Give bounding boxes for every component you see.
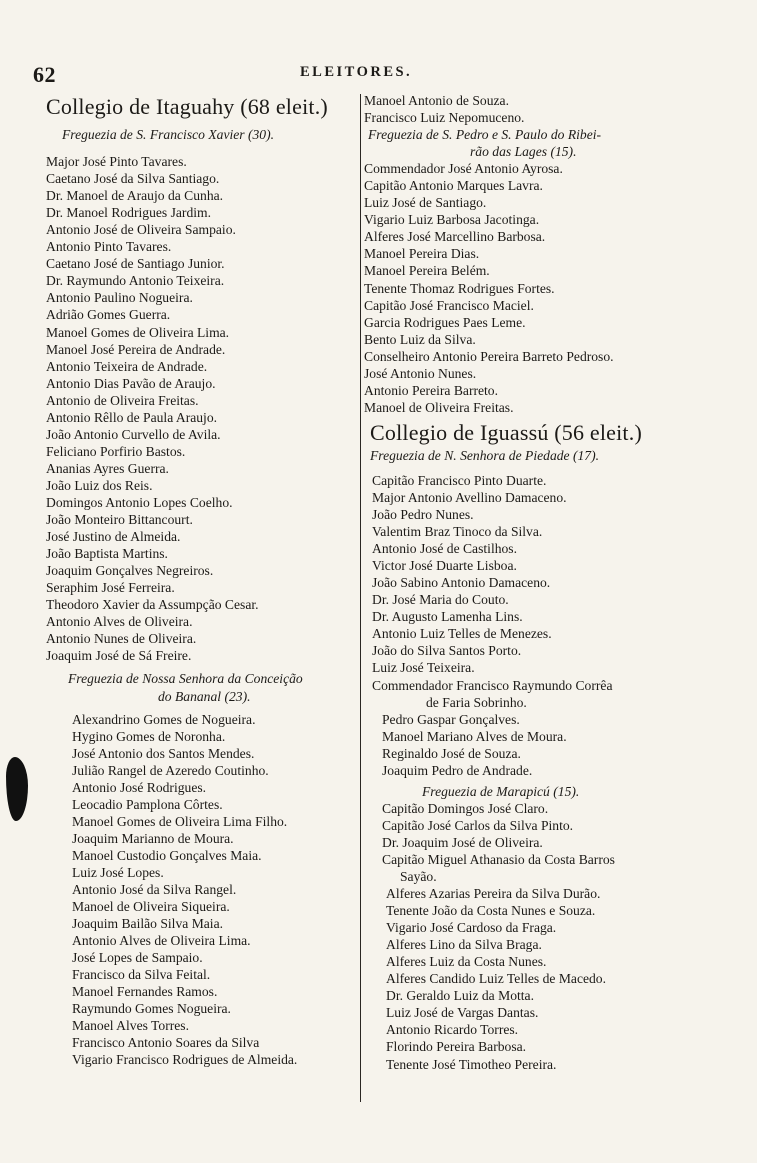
elector-name: Julião Rangel de Azeredo Coutinho. (72, 762, 269, 778)
elector-name: Antonio Pereira Barreto. (364, 382, 499, 398)
elector-commendador-line2: de Faria Sobrinho. (426, 694, 527, 710)
elector-name: Joaquim José de Sá Freire. (46, 648, 192, 664)
elector-name: Antonio Nunes de Oliveira. (46, 631, 197, 647)
elector-name: Luiz José Lopes. (72, 864, 164, 880)
elector-name: Manoel Gomes de Oliveira Lima Filho. (72, 813, 288, 829)
elector-name: Antonio Pinto Tavares. (46, 239, 172, 255)
running-title: ELEITORES. (300, 64, 413, 80)
elector-name: Vigario Francisco Rodrigues de Almeida. (72, 1052, 298, 1068)
page-number: 62 (33, 62, 56, 87)
elector-name: Ananias Ayres Guerra. (46, 460, 169, 476)
elector-name: Bento Luiz da Silva. (364, 331, 476, 347)
elector-list-marapicu (362, 800, 712, 851)
elector-name: Victor José Duarte Lisboa. (372, 558, 517, 574)
elector-name: Antonio José de Oliveira Sampaio. (46, 222, 236, 238)
elector-name: Manoel Custodio Gonçalves Maia. (72, 847, 262, 863)
elector-name: Major José Pinto Tavares. (46, 154, 187, 170)
elector-name: Domingos Antonio Lopes Coelho. (46, 494, 233, 510)
elector-name: Conselheiro Antonio Pereira Barreto Pedroso. (364, 348, 614, 364)
elector-name: Antonio Luiz Telles de Menezes. (372, 626, 552, 642)
elector-name: Luiz José Teixeira. (372, 660, 475, 676)
elector-capitao-miguel-line2: Sayão. (400, 869, 437, 885)
elector-list-bananal (46, 711, 362, 1069)
elector-name: Florindo Pereira Barbosa. (386, 1039, 527, 1055)
elector-name: Manoel José Pereira de Andrade. (46, 341, 226, 357)
elector-name: Antonio Rêllo de Paula Araujo. (46, 409, 218, 425)
elector-name: Capitão José Carlos da Silva Pinto. (382, 817, 574, 833)
right-column (362, 92, 712, 1073)
elector-name: Manoel Mariano Alves de Moura. (382, 728, 567, 744)
elector-list-sao-francisco (46, 153, 362, 664)
elector-name: Capitão Domingos José Claro. (382, 800, 549, 816)
elector-name: Valentim Braz Tinoco da Silva. (372, 524, 543, 540)
elector-name: Alferes Lino da Silva Braga. (386, 937, 542, 953)
elector-name: João Baptista Martins. (46, 546, 168, 562)
elector-name: Dr. Augusto Lamenha Lins. (372, 609, 523, 625)
elector-name: Feliciano Porfirio Bastos. (46, 443, 186, 459)
elector-name: José Justino de Almeida. (46, 529, 181, 545)
elector-name: Antonio José da Silva Rangel. (72, 882, 237, 898)
elector-name: Francisco Antonio Soares da Silva (72, 1035, 260, 1051)
parish-heading-bananal-line1: Freguezia de Nossa Senhora da Conceição (68, 671, 303, 687)
elector-name: Manoel Fernandes Ramos. (72, 984, 218, 1000)
elector-name: Antonio Ricardo Torres. (386, 1022, 519, 1038)
college-title-itaguahy: Collegio de Itaguahy (68 eleit.) (46, 94, 328, 119)
parish-heading-lages-line1: Freguezia de S. Pedro e S. Paulo do Ribei- (368, 127, 602, 143)
elector-name: Luiz José de Vargas Dantas. (386, 1005, 539, 1021)
elector-name: Alferes Azarias Pereira da Silva Durão. (386, 886, 601, 902)
elector-name: Seraphim José Ferreira. (46, 580, 175, 596)
elector-name: Adrião Gomes Guerra. (46, 307, 171, 323)
elector-name: João Luiz dos Reis. (46, 477, 153, 493)
elector-name: Joaquim Pedro de Andrade. (382, 762, 533, 778)
elector-name: Dr. Geraldo Luiz da Motta. (386, 988, 534, 1004)
elector-name: Antonio Paulino Nogueira. (46, 290, 193, 306)
elector-name: João do Silva Santos Porto. (372, 643, 522, 659)
elector-name: Theodoro Xavier da Assumpção Cesar. (46, 597, 259, 613)
elector-name: José Antonio Nunes. (364, 365, 477, 381)
elector-name: Antonio de Oliveira Freitas. (46, 392, 199, 408)
elector-name: Luiz José de Santiago. (364, 195, 487, 211)
elector-name: Manoel de Oliveira Siqueira. (72, 899, 230, 915)
elector-name: Francisco Luiz Nepomuceno. (364, 110, 525, 126)
elector-name: Antonio José de Castilhos. (372, 541, 517, 557)
elector-name: Alferes José Marcellino Barbosa. (364, 229, 546, 245)
elector-name: Tenente João da Costa Nunes e Souza. (386, 903, 596, 919)
elector-name: Manoel Antonio de Souza. (364, 93, 509, 108)
elector-name: Pedro Gaspar Gonçalves. (382, 711, 520, 727)
elector-list-piedade (362, 472, 712, 677)
elector-name: Commendador José Antonio Ayrosa. (364, 161, 563, 177)
elector-name: Caetano José da Silva Santiago. (46, 171, 220, 187)
elector-name: Antonio Teixeira de Andrade. (46, 358, 208, 374)
elector-name: Francisco da Silva Feital. (72, 967, 211, 983)
elector-list-lages (362, 160, 712, 416)
elector-name: Capitão Antonio Marques Lavra. (364, 178, 543, 194)
parish-heading-sao-francisco: Freguezia de S. Francisco Xavier (30). (62, 127, 275, 142)
elector-list-marapicu-continued (362, 885, 712, 1073)
elector-name: José Lopes de Sampaio. (72, 950, 203, 966)
college-title-iguassu: Collegio de Iguassú (56 eleit.) (370, 419, 642, 445)
elector-name: Raymundo Gomes Nogueira. (72, 1001, 231, 1017)
ink-blot (6, 757, 28, 821)
elector-name: Dr. Raymundo Antonio Teixeira. (46, 273, 225, 289)
parish-heading-lages-line2: rão das Lages (15). (470, 144, 577, 160)
parish-heading-marapicu: Freguezia de Marapicú (15). (422, 783, 580, 799)
elector-name: Tenente Thomaz Rodrigues Fortes. (364, 280, 555, 296)
elector-name: Reginaldo José de Souza. (382, 745, 521, 761)
elector-name: João Sabino Antonio Damaceno. (372, 575, 551, 591)
elector-name: Manoel Gomes de Oliveira Lima. (46, 324, 230, 340)
parish-heading-piedade: Freguezia de N. Senhora de Piedade (17). (370, 447, 600, 463)
elector-name: Vigario Luiz Barbosa Jacotinga. (364, 212, 540, 228)
elector-name: Manoel Alves Torres. (72, 1018, 189, 1034)
elector-list-continued (362, 92, 712, 126)
elector-name: Alexandrino Gomes de Nogueira. (72, 711, 256, 727)
elector-name: Hygino Gomes de Noronha. (72, 728, 226, 744)
elector-commendador-line1: Commendador Francisco Raymundo Corrêa (372, 677, 613, 693)
elector-name: Alferes Candido Luiz Telles de Macedo. (386, 971, 607, 987)
elector-name: Caetano José de Santiago Junior. (46, 256, 225, 272)
elector-name: Joaquim Gonçalves Negreiros. (46, 563, 214, 579)
elector-list-piedade-continued (362, 711, 712, 779)
elector-name: Joaquim Marianno de Moura. (72, 830, 234, 846)
elector-name: Tenente José Timotheo Pereira. (386, 1056, 557, 1072)
elector-name: Joaquim Bailão Silva Maia. (72, 916, 224, 932)
elector-name: Dr. José Maria do Couto. (372, 592, 509, 608)
elector-name: Major Antonio Avellino Damaceno. (372, 489, 567, 505)
elector-name: João Monteiro Bittancourt. (46, 512, 193, 528)
elector-name: Garcia Rodrigues Paes Leme. (364, 314, 526, 330)
elector-name: Dr. Manoel de Araujo da Cunha. (46, 188, 224, 204)
elector-name: Dr. Joaquim José de Oliveira. (382, 834, 543, 850)
parish-heading-bananal-line2: do Bananal (23). (158, 688, 251, 704)
elector-name: José Antonio dos Santos Mendes. (72, 745, 255, 761)
elector-name: João Pedro Nunes. (372, 507, 474, 523)
elector-name: Manoel Pereira Belém. (364, 263, 490, 279)
elector-name: Antonio Dias Pavão de Araujo. (46, 375, 216, 391)
elector-name: Vigario José Cardoso da Fraga. (386, 920, 557, 936)
left-column (46, 92, 362, 1069)
elector-name: João Antonio Curvello de Avila. (46, 426, 221, 442)
elector-name: Antonio Alves de Oliveira Lima. (72, 933, 251, 949)
elector-name: Leocadio Pamplona Côrtes. (72, 796, 223, 812)
elector-name: Manoel Pereira Dias. (364, 246, 480, 262)
elector-name: Manoel de Oliveira Freitas. (364, 399, 514, 415)
elector-name: Antonio José Rodrigues. (72, 779, 207, 795)
elector-name: Antonio Alves de Oliveira. (46, 614, 193, 630)
elector-name: Capitão Francisco Pinto Duarte. (372, 472, 547, 488)
elector-name: Alferes Luiz da Costa Nunes. (386, 954, 547, 970)
elector-capitao-miguel-line1: Capitão Miguel Athanasio da Costa Barros (382, 851, 615, 867)
elector-name: Capitão José Francisco Maciel. (364, 297, 534, 313)
elector-name: Dr. Manoel Rodrigues Jardim. (46, 205, 211, 221)
